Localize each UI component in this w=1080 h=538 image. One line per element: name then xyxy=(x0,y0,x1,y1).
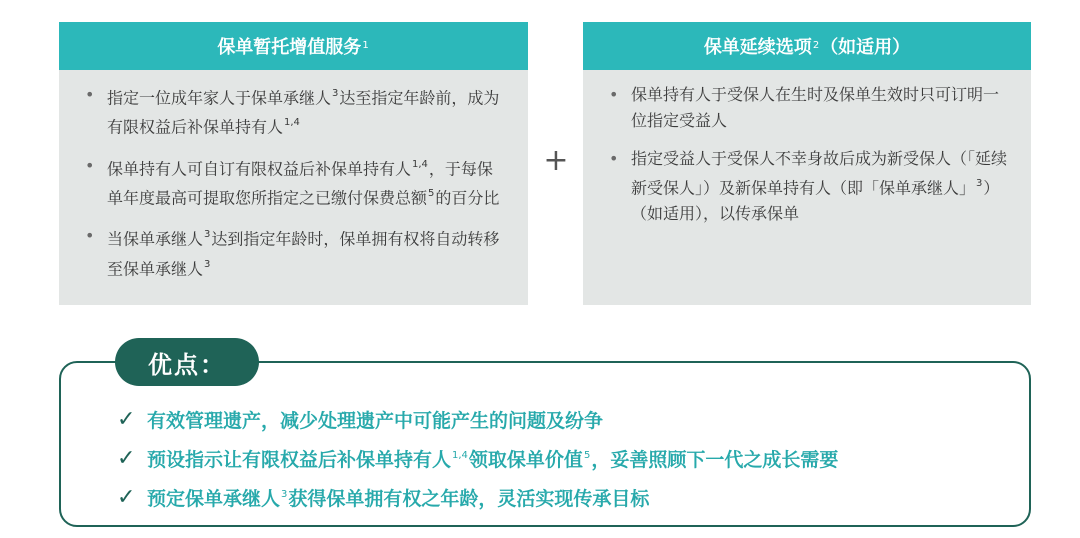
benefits-list xyxy=(117,400,838,517)
footnote-ref: 3 xyxy=(332,88,339,99)
benefit-item: ✓ 预设指示让有限权益后补保单持有人$^{1,4}$领取保单价值$^5$，妥善照顾下一代之成长需要 xyxy=(117,446,839,471)
policy-custody-bullets xyxy=(59,70,528,282)
policy-custody-card xyxy=(59,22,528,305)
footnote-ref: 3 xyxy=(204,229,211,241)
policy-custody-title: 保单暂托增值服务 $^1$ xyxy=(59,22,528,70)
bullet-icon: • xyxy=(609,85,619,104)
policy-continuation-title: 保单延续选项 $^2$ （如适用） xyxy=(583,22,1031,70)
footnote-ref: 3 xyxy=(204,258,211,270)
footnote-ref: 5 xyxy=(583,449,591,461)
footnote-ref: 1,4 xyxy=(452,449,468,461)
list-item: • 指定一位成年家人于保单承继人$^3$达至指定年龄前，成为有限权益后补保单持有人$^{1,4}$ xyxy=(83,82,504,141)
list-item: • 保单持有人可自订有限权益后补保单持有人$^{1,4}$，于每保单年度最高可提取您所指定之已缴付保费总额$^5$的百分比 xyxy=(83,153,504,212)
bullet-icon: • xyxy=(85,85,95,104)
bullet-icon: • xyxy=(609,149,619,168)
footnote-ref: 1,4 xyxy=(412,158,428,170)
benefit-item: ✓ 预定保单承继人$^3$获得保单拥有权之年龄，灵活实现传承目标 xyxy=(117,485,650,510)
checkmark-icon: ✓ xyxy=(117,485,136,510)
plus-icon: + xyxy=(543,143,569,178)
policy-continuation-card xyxy=(583,22,1031,305)
list-item: • 保单持有人于受保人在生时及保单生效时只可订明一位指定受益人 xyxy=(607,82,1007,134)
footnote-ref: 3 xyxy=(281,488,288,500)
checkmark-icon: ✓ xyxy=(117,446,136,471)
policy-continuation-bullets xyxy=(583,70,1031,227)
checkmark-icon: ✓ xyxy=(117,407,136,432)
footnote-ref: 1,4 xyxy=(284,117,300,129)
benefits-label: 优点： xyxy=(115,338,259,386)
list-item: • 指定受益人于受保人不幸身故后成为新受保人（「延续新受保人」）及新保单持有人（即「保单承继人」$^3$）（如适用），以传承保单 xyxy=(607,146,1007,227)
footnote-ref: 5 xyxy=(428,187,435,199)
footnote-ref: 3 xyxy=(976,178,983,189)
bullet-icon: • xyxy=(85,155,95,175)
benefit-item: ✓ 有效管理遗产，减少处理遗产中可能产生的问题及纷争 xyxy=(117,407,604,432)
bullet-icon: • xyxy=(85,226,95,246)
footnote-ref: 1 xyxy=(362,39,369,51)
list-item: • 当保单承继人$^3$达到指定年龄时，保单拥有权将自动转移至保单承继人$^3$ xyxy=(83,223,504,282)
footnote-ref: 2 xyxy=(812,39,820,51)
